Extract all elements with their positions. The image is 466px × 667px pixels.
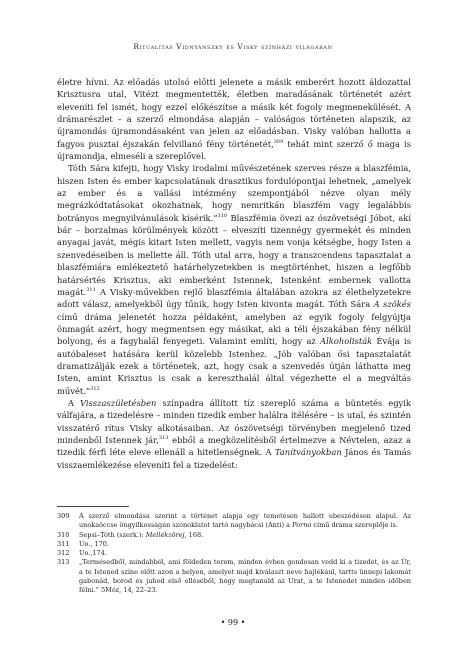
text-run: „Termésedből, mindabból, ami földeden terem, minden évben gondosan vedd ki a tizedet, és az Úr, a te Istened színe előtt azon a helyen, amelyet majd kiválaszt neve hajlékául, tartts ünnepi lakomát gabonád, borod és juhod első elléséből, hogy megtanuld az Urat, a te Istenedet minden időben félni.” 5Móz, 14, 22–23. [79, 558, 411, 595]
footnote-text [79, 558, 411, 595]
italic-title: Mellékzörej [145, 530, 185, 539]
footnote-ref: 311 [86, 287, 96, 294]
footnote-ref: 312 [90, 385, 100, 392]
text-run: A szerző elmondása szerint a történet alapja egy temetésen hallott ebeszédésen alapul. Az unokaöccse öngyilkosságán szónoklatot tartó nagybácsi (Anti) a [79, 512, 411, 530]
text-run: Uo., 170. [79, 539, 109, 548]
italic-title: Alkoholisták [320, 336, 373, 347]
footnote-ref: 310 [217, 213, 228, 219]
footnote-number: 309 [57, 512, 70, 520]
body-text [57, 76, 411, 471]
text-run: című dráma szereplője is. [311, 521, 398, 530]
text-run: életre hívni. Az előadás utolsó előtti jelenete a másik emberért hozott áldozattal Krisztusra utal, Vitézt megmentették, életben maradásának történetét azért eleveníti fel ismét, hogy ezzel előkészítse a másik két fogoly megmenekülését. A drámarészlet – a szerző elmondása alapján – valóságos történeten alapszik, az újramondás újramondásaként van jelen az előadásban. Visky valóban hallotta a fagyos pusztai éjszakán felvillanó fény történetét, [57, 77, 411, 149]
text-run: című dráma jelenetét hozza példaként, amelyben az egyik fogoly felgyújtja önmagát azért, hogy megmentsen egy másikat, aki a téli éjszakában fény nélkül bolyong, és a fagyhalál fenyegeti. Valamint említi, hogy az [57, 311, 411, 347]
italic-title: Pornó [292, 521, 312, 530]
text-run: Tóth Sára kifejti, hogy Visky irodalmi művészetének szerves része a blaszfémia, hiszen Isten és ember kapcsolatának drasztikus fordulópontjai lehetnek, „amelyek az ember és a vallási intézmény szempontjából nézve olyan mély megrázkódtatásokat okozhatnak, hogy nemritkán blaszfém vagy legalábbis botrányos megnyilvánulások kísérik.” [57, 163, 411, 223]
paragraph [57, 397, 411, 471]
text-run: Uo.,174. [79, 549, 107, 558]
footnote-text [79, 531, 411, 540]
footnote-separator [57, 506, 129, 507]
paragraph [57, 162, 411, 397]
footnote [57, 512, 411, 531]
text-run: A [68, 397, 81, 408]
footnote-number: 313 [57, 558, 70, 567]
text-run: Sepsi–Tóth (szerk.): [79, 530, 146, 539]
text-run: Blaszfémia övezi az ószövetségi Jóbot, akí bár – borzalmas körülmények között – elveszíti tizennégy gyermekét és minden anyagai javát, mégis kitart Isten mellett, vagyis nem vonja kétségbe, hogy Isten a szenvedéseiben is mellette áll. Tóth utal arra, hogy a transzcendens tapasztalat a blaszfémiára emlékeztető határhelyzetekben is megtörténhet, hiszen a legfőbb határsértés Krisztus, aki emberként Istennek, Istenként embernek vallotta magát. [57, 212, 412, 297]
footnote-text [79, 512, 411, 531]
text-run: ebből a megközelítésből értelmezve a Névtelen, azaz a tizedik férfi léte eleve ellenáll a hitetlenségnek. A [57, 434, 411, 458]
footnote-number: 310 [57, 530, 70, 539]
text-run: Évája is autóbaleset hatására kerül közelebb Istenhez. „Jób valóban ősi tapasztalatát dramatizálják ezek a történetek, azt, hogy csak a szenvedés útján láthatta meg Isten, amint Krisztus is csak a kereszthalál által végezhette el a megváltás művét.” [57, 336, 411, 396]
paragraph [57, 76, 411, 162]
page-number: • 99 • [220, 618, 246, 627]
text-run: , 168. [184, 530, 204, 539]
text-run: tehát mint szerző ő maga is újramondja, elmeséli a szereplővel. [57, 138, 411, 162]
footnote-text [79, 540, 411, 549]
running-head: Ritualitás Vidnyánszky és Visky színházi világában [133, 42, 333, 51]
italic-title: Visszaszületésben [80, 397, 157, 408]
italic-title: Tanítványokban [274, 447, 342, 458]
italic-title: A szökés [373, 299, 412, 310]
footnote-ref: 313 [158, 435, 169, 442]
text-run: színpadra állított tíz szereplő száma a büntetés egyik válfajára, a tizedelésre – minden tizedik ember halálra ítélésére – is utal, és szintén visszatérő rítus Visky alkotásaiban. Az ószövetségi törvényben megjelenő tized mindenből Istennek jár, [57, 397, 411, 445]
footnote-number: 312 [57, 549, 70, 558]
footnote [57, 531, 411, 540]
footnote [57, 540, 411, 549]
footnotes [57, 512, 411, 596]
footnote-number: 311 [57, 539, 70, 548]
text-run: A Visky-művekben rejlő blaszfémia általában azokra az élethelyzetekre adott válasz, amelyekből úgy tűnik, hogy Isten kivonta magát. Tóth Sára [57, 286, 411, 310]
footnote-ref: 309 [273, 138, 284, 145]
text-run: János és Tamás visszaemlékezése eleveníti fel a tizedelést: [57, 447, 412, 470]
footnote [57, 558, 411, 595]
